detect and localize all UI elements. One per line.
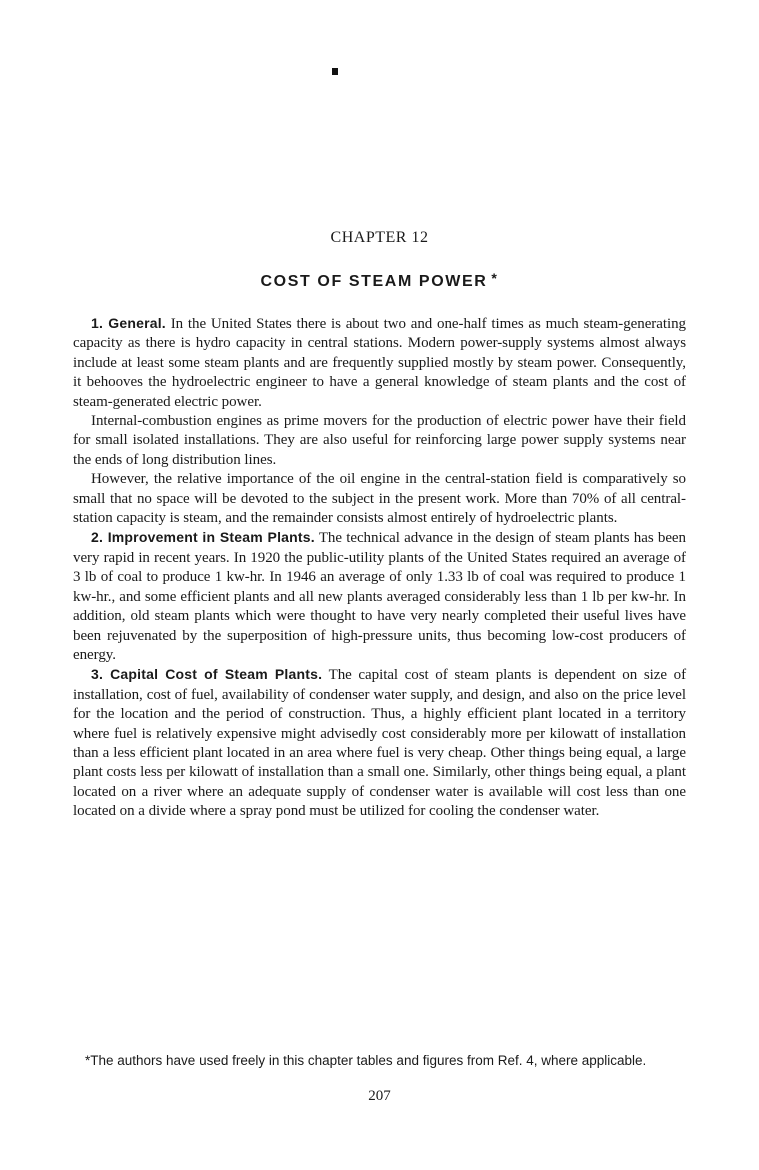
paragraph-text: The capital cost of steam plants is dependent on size of installation, cost of fuel, availability of condenser water supply, and design, and also on the price level for the location and the period of construction. Thus, a highly efficient plant located in a territory where fuel is relatively expensive might advisedly cost considerably more per kilowatt of installation than a less efficient plant located in an area where fuel is very cheap. Other things being equal, a large plant costs less per kilowatt of installation than a small one. Similarly, other things being equal, a plant located on a river where an adequate supply of condenser water is available will cost less than one located on a divide where a spray pond must be utilized for cooling the condenser water. xyxy=(73,667,687,820)
paragraph xyxy=(73,665,686,821)
paragraph xyxy=(73,314,686,412)
paragraph xyxy=(73,528,686,665)
chapter-label: CHAPTER 12 xyxy=(330,229,429,246)
section-heading-general: 1. General. xyxy=(91,315,166,331)
paragraph-text: The technical advance in the design of steam plants has been very rapid in recent years. In 1920 the public-utility plants of the United States required an average of 3 lb of coal to produce 1 kw-hr. In 1946 an average of only 1.33 lb of coal was required to produce 1 kw-hr., and some efficient plants and all new plants averaged considerably less than 1 lb per kw-hr. In addition, old steam plants which were thought to have very nearly completed their useful lives have been rejuvenated by the superposition of high-pressure units, thus becoming low-cost producers of energy. xyxy=(73,530,686,663)
section-heading-capital-cost: 3. Capital Cost of Steam Plants. xyxy=(91,666,323,683)
footnote-marker: * xyxy=(491,270,499,286)
paragraph: However, the relative importance of the oil engine in the central-station field is comparatively so small that no space will be devoted to the subject in the present work. More than 70% of all central-station capacity is steam, and the remainder consists almost entirely of hydroelectric plants. xyxy=(73,471,686,527)
section-heading-improvement: 2. Improvement in Steam Plants. xyxy=(91,529,315,546)
body-text xyxy=(73,314,686,822)
chapter-title-text: COST OF STEAM POWER xyxy=(260,273,488,290)
paragraph: Internal-combustion engines as prime movers for the production of electric power have their field for small isolated installations. They are also useful for reinforcing large power supply systems near the ends of long distribution lines. xyxy=(73,413,686,468)
footnote xyxy=(73,1052,686,1070)
ink-mark xyxy=(332,68,338,75)
chapter-title xyxy=(0,270,759,291)
paragraph-text: In the United States there is about two and one-half times as much steam-generating capacity as there is hydro capacity in central stations. Modern power-supply systems almost always include at least some steam plants and are frequently supplied mostly by steam power. Consequently, it behooves the hydroelectric engineer to have a general knowledge of steam plants and the cost of steam-generated electric power. xyxy=(73,316,686,410)
footnote-text: *The authors have used freely in this chapter tables and figures from Ref. 4, where applicable. xyxy=(85,1053,647,1068)
page-number: 207 xyxy=(368,1088,391,1104)
